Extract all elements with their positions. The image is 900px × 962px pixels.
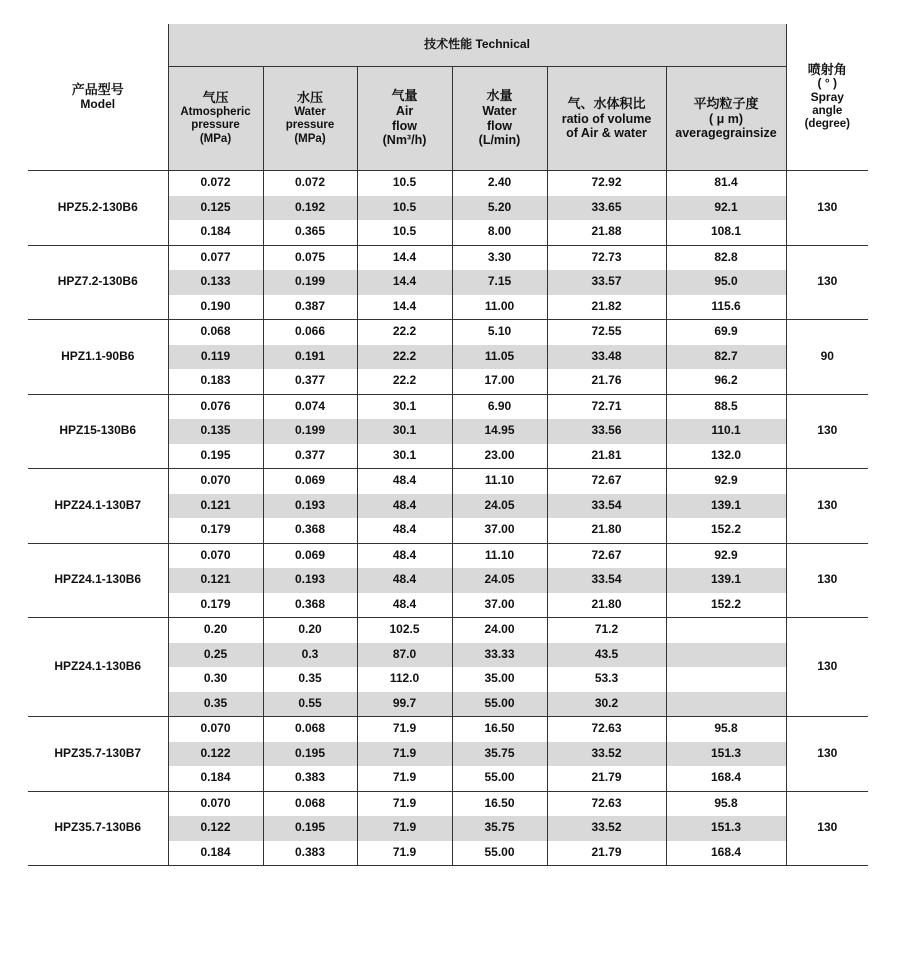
- col-en-line: (MPa): [199, 132, 232, 145]
- technical-header: 技术性能 Technical: [168, 24, 786, 67]
- volume-ratio-cell: 33.52: [547, 742, 666, 767]
- air-flow-cell: 10.5: [357, 196, 452, 221]
- air-flow-cell: 22.2: [357, 320, 452, 345]
- volume-ratio-cell: 33.65: [547, 196, 666, 221]
- air-flow-cell: 14.4: [357, 295, 452, 320]
- air-flow-cell: 48.4: [357, 494, 452, 519]
- atmospheric-pressure-cell: 0.183: [168, 369, 263, 394]
- air-flow-cell: 22.2: [357, 369, 452, 394]
- col-en-line: flow: [392, 118, 417, 133]
- col-zh: 气、水体积比: [567, 95, 646, 111]
- volume-ratio-cell: 72.67: [547, 543, 666, 568]
- col-zh: 气压: [202, 90, 229, 106]
- angle-header-en1: Spray: [810, 90, 844, 105]
- col-en-line: averagegrainsize: [675, 125, 777, 140]
- volume-ratio-cell: 33.57: [547, 270, 666, 295]
- atmospheric-pressure-cell: 0.135: [168, 419, 263, 444]
- grain-size-cell: 95.8: [666, 717, 786, 742]
- volume-ratio-header: [547, 67, 666, 171]
- water-pressure-cell: 0.35: [263, 667, 357, 692]
- spray-angle-value: 130: [786, 171, 868, 246]
- water-flow-cell: 16.50: [452, 717, 547, 742]
- atmospheric-pressure-cell: 0.070: [168, 791, 263, 816]
- grain-size-cell: [666, 643, 786, 668]
- atmospheric-pressure-cell: 0.184: [168, 766, 263, 791]
- water-flow-cell: 55.00: [452, 692, 547, 717]
- volume-ratio-cell: 21.80: [547, 593, 666, 618]
- atmospheric-pressure-cell: 0.190: [168, 295, 263, 320]
- table-row: [28, 394, 868, 419]
- atmospheric-pressure-cell: 0.121: [168, 494, 263, 519]
- grain-size-cell: 152.2: [666, 518, 786, 543]
- spec-table: [28, 24, 868, 866]
- air-flow-cell: 48.4: [357, 568, 452, 593]
- atmospheric-pressure-cell: 0.20: [168, 618, 263, 643]
- model-name: HPZ24.1-130B6: [28, 618, 168, 717]
- volume-ratio-cell: 71.2: [547, 618, 666, 643]
- air-flow-cell: 30.1: [357, 394, 452, 419]
- water-pressure-cell: 0.387: [263, 295, 357, 320]
- air-flow-cell: 48.4: [357, 518, 452, 543]
- spray-angle-value: 130: [786, 791, 868, 866]
- spray-angle-header: [786, 24, 868, 171]
- volume-ratio-cell: 21.79: [547, 841, 666, 866]
- spray-angle-value: 130: [786, 543, 868, 618]
- air-flow-cell: 14.4: [357, 245, 452, 270]
- model-name: HPZ24.1-130B7: [28, 469, 168, 544]
- spray-angle-value: 130: [786, 618, 868, 717]
- water-flow-cell: 7.15: [452, 270, 547, 295]
- water-pressure-cell: 0.068: [263, 717, 357, 742]
- table-row: [28, 717, 868, 742]
- grain-size-cell: 108.1: [666, 220, 786, 245]
- col-zh: 水压: [296, 90, 323, 106]
- water-pressure-cell: 0.368: [263, 593, 357, 618]
- volume-ratio-cell: 21.82: [547, 295, 666, 320]
- air-flow-cell: 14.4: [357, 270, 452, 295]
- atmospheric-pressure-cell: 0.195: [168, 444, 263, 469]
- water-flow-cell: 5.10: [452, 320, 547, 345]
- spray-angle-value: 90: [786, 320, 868, 395]
- grain-size-header: [666, 67, 786, 171]
- volume-ratio-cell: 43.5: [547, 643, 666, 668]
- water-pressure-cell: 0.192: [263, 196, 357, 221]
- grain-size-cell: 168.4: [666, 841, 786, 866]
- water-flow-cell: 8.00: [452, 220, 547, 245]
- table-header: [28, 24, 868, 171]
- atmospheric-pressure-cell: 0.122: [168, 816, 263, 841]
- col-en-line: pressure: [191, 119, 240, 132]
- water-flow-cell: 11.10: [452, 469, 547, 494]
- air-flow-header: [357, 67, 452, 171]
- volume-ratio-cell: 33.52: [547, 816, 666, 841]
- water-flow-cell: 3.30: [452, 245, 547, 270]
- col-en-line: Water: [482, 104, 517, 119]
- air-flow-cell: 71.9: [357, 816, 452, 841]
- water-flow-cell: 11.05: [452, 345, 547, 370]
- water-flow-cell: 24.05: [452, 494, 547, 519]
- volume-ratio-cell: 72.63: [547, 791, 666, 816]
- volume-ratio-cell: 72.71: [547, 394, 666, 419]
- water-flow-cell: 6.90: [452, 394, 547, 419]
- atmospheric-pressure-cell: 0.070: [168, 717, 263, 742]
- col-en-line: (Nm³/h): [382, 133, 427, 148]
- air-flow-cell: 102.5: [357, 618, 452, 643]
- air-flow-cell: 71.9: [357, 766, 452, 791]
- air-flow-cell: 10.5: [357, 220, 452, 245]
- water-flow-cell: 35.00: [452, 667, 547, 692]
- air-flow-cell: 48.4: [357, 543, 452, 568]
- water-pressure-cell: 0.368: [263, 518, 357, 543]
- air-flow-cell: 112.0: [357, 667, 452, 692]
- volume-ratio-cell: 33.48: [547, 345, 666, 370]
- table-row: [28, 245, 868, 270]
- water-pressure-header: [263, 67, 357, 171]
- water-flow-cell: 35.75: [452, 816, 547, 841]
- air-flow-cell: 71.9: [357, 791, 452, 816]
- model-header-en: Model: [80, 96, 116, 111]
- water-flow-cell: 37.00: [452, 518, 547, 543]
- table-row: [28, 469, 868, 494]
- water-flow-cell: 11.00: [452, 295, 547, 320]
- water-pressure-cell: 0.20: [263, 618, 357, 643]
- water-pressure-cell: 0.068: [263, 791, 357, 816]
- water-flow-header: [452, 67, 547, 171]
- table-row: [28, 320, 868, 345]
- grain-size-cell: 139.1: [666, 568, 786, 593]
- spray-angle-value: 130: [786, 245, 868, 320]
- water-flow-cell: 2.40: [452, 171, 547, 196]
- col-zh: 平均粒子度: [693, 95, 759, 111]
- water-flow-cell: 5.20: [452, 196, 547, 221]
- water-pressure-cell: 0.199: [263, 270, 357, 295]
- volume-ratio-cell: 53.3: [547, 667, 666, 692]
- model-header: [28, 24, 168, 171]
- atmospheric-pressure-cell: 0.35: [168, 692, 263, 717]
- grain-size-cell: [666, 618, 786, 643]
- water-flow-cell: 55.00: [452, 766, 547, 791]
- air-flow-cell: 87.0: [357, 643, 452, 668]
- grain-size-cell: 151.3: [666, 742, 786, 767]
- grain-size-cell: 88.5: [666, 394, 786, 419]
- water-flow-cell: 37.00: [452, 593, 547, 618]
- atmospheric-pressure-cell: 0.25: [168, 643, 263, 668]
- atmospheric-pressure-cell: 0.068: [168, 320, 263, 345]
- water-pressure-cell: 0.066: [263, 320, 357, 345]
- atmospheric-pressure-cell: 0.184: [168, 841, 263, 866]
- model-name: HPZ35.7-130B7: [28, 717, 168, 792]
- col-en-line: (L/min): [478, 133, 521, 148]
- volume-ratio-cell: 21.81: [547, 444, 666, 469]
- water-pressure-cell: 0.383: [263, 841, 357, 866]
- col-en-line: (MPa): [294, 132, 326, 145]
- water-pressure-cell: 0.069: [263, 543, 357, 568]
- water-pressure-cell: 0.377: [263, 444, 357, 469]
- volume-ratio-cell: 72.55: [547, 320, 666, 345]
- water-pressure-cell: 0.55: [263, 692, 357, 717]
- volume-ratio-cell: 30.2: [547, 692, 666, 717]
- atmospheric-pressure-cell: 0.179: [168, 518, 263, 543]
- atmospheric-pressure-cell: 0.119: [168, 345, 263, 370]
- air-flow-cell: 71.9: [357, 742, 452, 767]
- water-pressure-cell: 0.195: [263, 816, 357, 841]
- col-en-line: Water: [294, 106, 326, 119]
- atmospheric-pressure-cell: 0.070: [168, 543, 263, 568]
- angle-header-en3: (degree): [804, 118, 850, 131]
- angle-header-zh: 喷射角: [807, 61, 847, 77]
- volume-ratio-cell: 72.73: [547, 245, 666, 270]
- air-flow-cell: 22.2: [357, 345, 452, 370]
- table-row: [28, 791, 868, 816]
- air-flow-cell: 71.9: [357, 717, 452, 742]
- water-pressure-cell: 0.365: [263, 220, 357, 245]
- water-pressure-cell: 0.193: [263, 494, 357, 519]
- air-flow-cell: 30.1: [357, 419, 452, 444]
- water-pressure-cell: 0.074: [263, 394, 357, 419]
- grain-size-cell: 115.6: [666, 295, 786, 320]
- col-en-line: ( μ m): [708, 111, 744, 126]
- atmospheric-pressure-cell: 0.133: [168, 270, 263, 295]
- air-flow-cell: 48.4: [357, 593, 452, 618]
- atmospheric-pressure-header: [168, 67, 263, 171]
- air-flow-cell: 71.9: [357, 841, 452, 866]
- grain-size-cell: 82.8: [666, 245, 786, 270]
- water-flow-cell: 11.10: [452, 543, 547, 568]
- water-flow-cell: 17.00: [452, 369, 547, 394]
- volume-ratio-cell: 33.54: [547, 494, 666, 519]
- col-zh: 水量: [486, 88, 513, 104]
- water-pressure-cell: 0.3: [263, 643, 357, 668]
- water-pressure-cell: 0.199: [263, 419, 357, 444]
- water-flow-cell: 24.05: [452, 568, 547, 593]
- col-en-line: flow: [487, 118, 512, 133]
- grain-size-cell: 82.7: [666, 345, 786, 370]
- table-body: [28, 171, 868, 866]
- volume-ratio-cell: 33.56: [547, 419, 666, 444]
- water-pressure-cell: 0.072: [263, 171, 357, 196]
- atmospheric-pressure-cell: 0.125: [168, 196, 263, 221]
- grain-size-cell: 139.1: [666, 494, 786, 519]
- col-en-line: Atmospheric: [180, 106, 251, 119]
- grain-size-cell: 69.9: [666, 320, 786, 345]
- atmospheric-pressure-cell: 0.070: [168, 469, 263, 494]
- volume-ratio-cell: 72.63: [547, 717, 666, 742]
- spray-angle-value: 130: [786, 717, 868, 792]
- grain-size-cell: 152.2: [666, 593, 786, 618]
- air-flow-cell: 99.7: [357, 692, 452, 717]
- volume-ratio-cell: 33.54: [547, 568, 666, 593]
- grain-size-cell: 92.9: [666, 543, 786, 568]
- spray-angle-value: 130: [786, 394, 868, 469]
- water-flow-cell: 33.33: [452, 643, 547, 668]
- table-row: [28, 618, 868, 643]
- model-name: HPZ5.2-130B6: [28, 171, 168, 246]
- atmospheric-pressure-cell: 0.184: [168, 220, 263, 245]
- air-flow-cell: 30.1: [357, 444, 452, 469]
- grain-size-cell: 110.1: [666, 419, 786, 444]
- grain-size-cell: 168.4: [666, 766, 786, 791]
- grain-size-cell: 92.1: [666, 196, 786, 221]
- atmospheric-pressure-cell: 0.122: [168, 742, 263, 767]
- volume-ratio-cell: 21.79: [547, 766, 666, 791]
- grain-size-cell: [666, 667, 786, 692]
- angle-header-unit: ( ° ): [817, 76, 838, 91]
- water-flow-cell: 35.75: [452, 742, 547, 767]
- col-en-line: of Air & water: [566, 125, 647, 140]
- grain-size-cell: 95.0: [666, 270, 786, 295]
- table-row: [28, 171, 868, 196]
- col-zh: 气量: [391, 88, 418, 104]
- water-pressure-cell: 0.075: [263, 245, 357, 270]
- model-name: HPZ1.1-90B6: [28, 320, 168, 395]
- model-header-zh: 产品型号: [71, 81, 124, 97]
- atmospheric-pressure-cell: 0.179: [168, 593, 263, 618]
- grain-size-cell: 92.9: [666, 469, 786, 494]
- grain-size-cell: 96.2: [666, 369, 786, 394]
- spray-angle-value: 130: [786, 469, 868, 544]
- atmospheric-pressure-cell: 0.076: [168, 394, 263, 419]
- atmospheric-pressure-cell: 0.121: [168, 568, 263, 593]
- grain-size-cell: 95.8: [666, 791, 786, 816]
- col-en-line: Air: [395, 104, 414, 119]
- water-pressure-cell: 0.069: [263, 469, 357, 494]
- grain-size-cell: 151.3: [666, 816, 786, 841]
- model-name: HPZ7.2-130B6: [28, 245, 168, 320]
- grain-size-cell: 81.4: [666, 171, 786, 196]
- grain-size-cell: [666, 692, 786, 717]
- water-flow-cell: 14.95: [452, 419, 547, 444]
- volume-ratio-cell: 21.76: [547, 369, 666, 394]
- col-en-line: pressure: [285, 119, 335, 132]
- table-row: [28, 543, 868, 568]
- water-pressure-cell: 0.383: [263, 766, 357, 791]
- water-flow-cell: 55.00: [452, 841, 547, 866]
- volume-ratio-cell: 21.80: [547, 518, 666, 543]
- water-pressure-cell: 0.193: [263, 568, 357, 593]
- atmospheric-pressure-cell: 0.077: [168, 245, 263, 270]
- water-pressure-cell: 0.191: [263, 345, 357, 370]
- water-pressure-cell: 0.377: [263, 369, 357, 394]
- model-name: HPZ24.1-130B6: [28, 543, 168, 618]
- water-flow-cell: 16.50: [452, 791, 547, 816]
- volume-ratio-cell: 72.67: [547, 469, 666, 494]
- atmospheric-pressure-cell: 0.072: [168, 171, 263, 196]
- volume-ratio-cell: 21.88: [547, 220, 666, 245]
- water-pressure-cell: 0.195: [263, 742, 357, 767]
- angle-header-en2: angle: [812, 105, 843, 118]
- col-en-line: ratio of volume: [561, 111, 652, 126]
- volume-ratio-cell: 72.92: [547, 171, 666, 196]
- air-flow-cell: 48.4: [357, 469, 452, 494]
- model-name: HPZ15-130B6: [28, 394, 168, 469]
- air-flow-cell: 10.5: [357, 171, 452, 196]
- model-name: HPZ35.7-130B6: [28, 791, 168, 866]
- water-flow-cell: 24.00: [452, 618, 547, 643]
- water-flow-cell: 23.00: [452, 444, 547, 469]
- atmospheric-pressure-cell: 0.30: [168, 667, 263, 692]
- grain-size-cell: 132.0: [666, 444, 786, 469]
